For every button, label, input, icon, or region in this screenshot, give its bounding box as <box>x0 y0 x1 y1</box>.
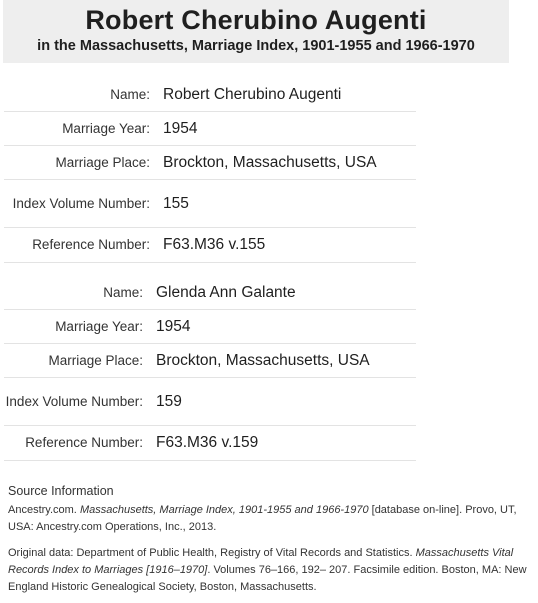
marriage-year-label: Marriage Year: <box>55 318 143 334</box>
name-label: Name: <box>103 284 143 300</box>
index-volume-value: 155 <box>163 194 189 212</box>
marriage-place-label: Marriage Place: <box>48 352 143 368</box>
citation-title: Massachusetts, Marriage Index, 1901-1955 and 1966-1970 <box>79 504 369 516</box>
index-volume-label: Index Volume Number: <box>5 393 143 409</box>
citation-suffix: [database on-line]. Provo, UT, USA: Ancestry.com Operations, Inc., 2013. <box>8 504 517 533</box>
original-prefix: Original data: Department of Public Health, Registry of Vital Records and Statistics. <box>8 547 416 559</box>
marriage-place-label: Marriage Place: <box>55 154 150 170</box>
index-volume-row <box>4 378 416 426</box>
marriage-place-value: Brockton, Massachusetts, USA <box>156 351 370 369</box>
marriage-year-value: 1954 <box>156 317 191 335</box>
index-volume-label: Index Volume Number: <box>12 195 150 211</box>
original-data <box>8 545 533 596</box>
citation-prefix: Ancestry.com. <box>8 504 80 516</box>
name-row <box>4 78 416 112</box>
reference-number-label: Reference Number: <box>25 435 143 450</box>
marriage-year-row <box>4 310 416 344</box>
original-suffix: . Volumes 76–166, 192– 207. Facsimile edition. Boston, MA: New England Historic Genealogical Society, Boston, Massachusetts. <box>8 564 527 593</box>
page-header <box>3 0 509 63</box>
marriage-year-label: Marriage Year: <box>62 120 150 136</box>
name-row <box>4 276 416 310</box>
record-robert <box>0 78 420 263</box>
marriage-place-row <box>4 146 416 180</box>
source-citation <box>8 502 533 536</box>
record-glenda <box>0 276 420 461</box>
name-value: Glenda Ann Galante <box>156 283 296 301</box>
marriage-place-value: Brockton, Massachusetts, USA <box>163 153 377 171</box>
reference-number-label: Reference Number: <box>32 237 150 252</box>
marriage-year-value: 1954 <box>163 119 198 137</box>
name-value: Robert Cherubino Augenti <box>163 85 342 103</box>
marriage-place-row <box>4 344 416 378</box>
source-information <box>8 483 533 596</box>
marriage-year-row <box>4 112 416 146</box>
reference-number-row <box>4 228 416 263</box>
reference-number-row <box>4 426 416 461</box>
index-volume-row <box>4 180 416 228</box>
page-subtitle: in the Massachusetts, Marriage Index, 1901-1955 and 1966-1970 <box>37 38 475 54</box>
reference-number-value: F63.M36 v.159 <box>156 434 259 451</box>
name-label: Name: <box>110 86 150 102</box>
page-title: Robert Cherubino Augenti <box>85 5 427 35</box>
source-heading: Source Information <box>8 484 114 498</box>
index-volume-value: 159 <box>156 392 182 410</box>
original-title: Massachusetts Vital Records Index to Marriages [1916–1970] <box>8 547 514 576</box>
reference-number-value: F63.M36 v.155 <box>163 236 266 253</box>
